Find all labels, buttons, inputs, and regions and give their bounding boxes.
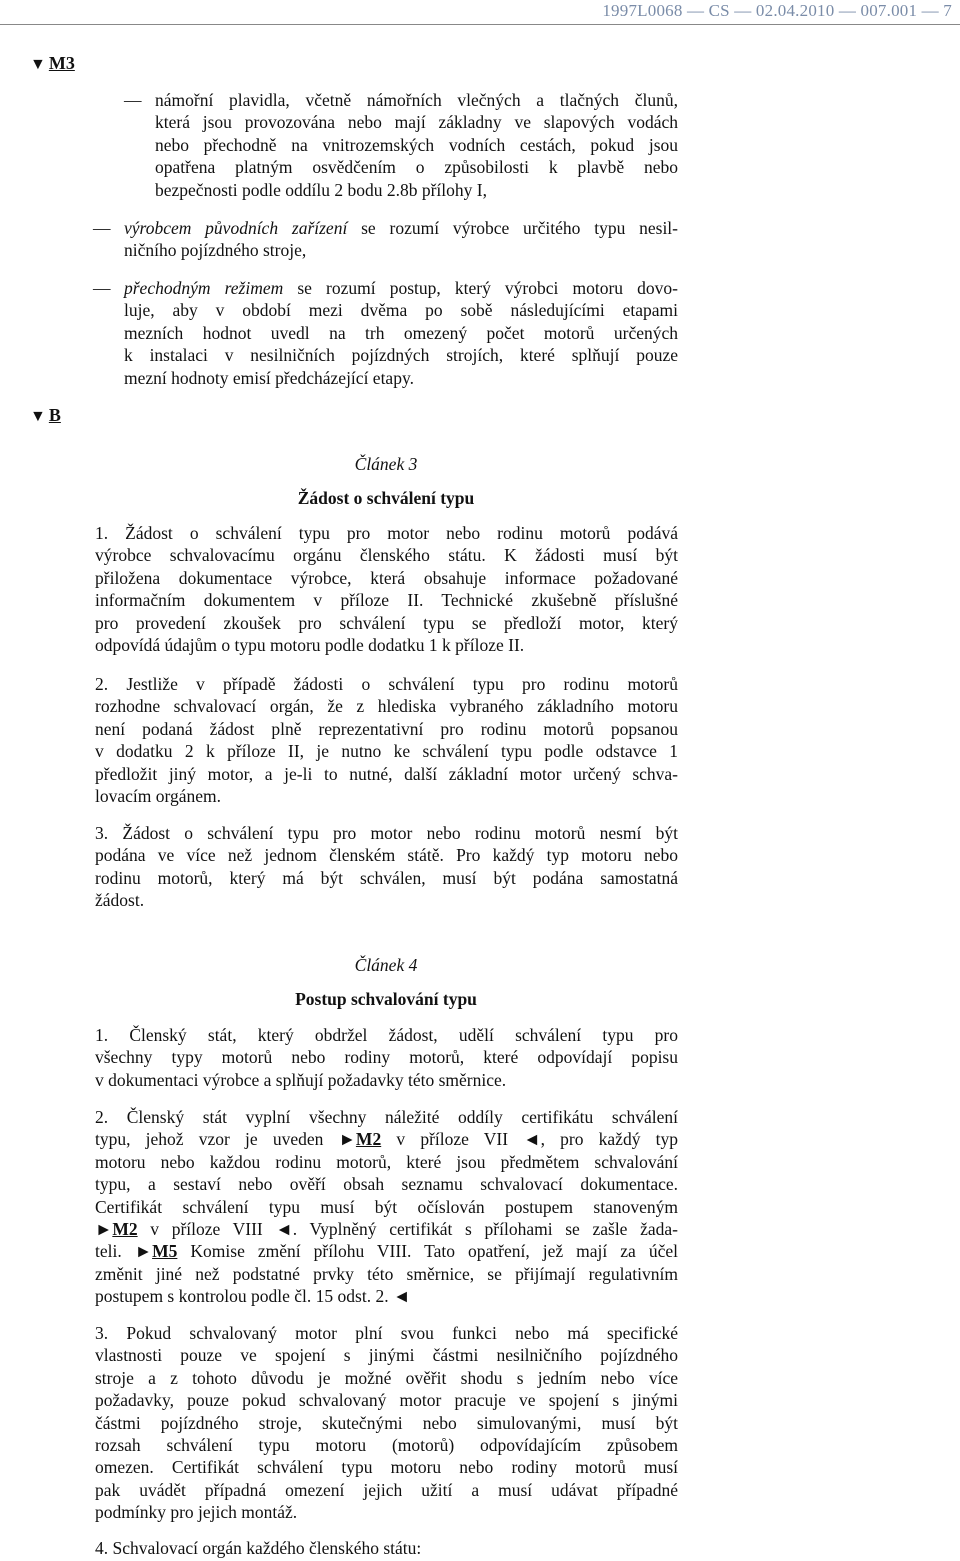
text-line: 1. Žádost o schválení typu pro motor nebo rodinu motorů podává: [95, 523, 678, 543]
text-line: 2. Jestliže v případě žádosti o schválení typu pro rodinu motorů: [95, 674, 678, 694]
text-line: mezní hodnoty emisí předcházející etapy.: [124, 367, 414, 388]
article-paragraph: [95, 1322, 678, 1524]
text-line: ničního pojízdného stroje,: [124, 240, 307, 261]
text-line: 3. Pokud schvalovaný motor plní svou funkci nebo má specifické: [95, 1323, 678, 1343]
text-line: podmínky pro jejich montáž.: [95, 1502, 298, 1523]
article-paragraph: [95, 522, 678, 656]
article-heading: Článek 4: [354, 955, 418, 975]
text-line: výrobce schvalovacímu orgánu členského státu. K žádosti musí být: [95, 545, 678, 566]
amendment-link-m2[interactable]: [339, 1129, 382, 1149]
text-line: námořní plavidla, včetně námořních vlečných a tlačných člunů,: [155, 90, 678, 110]
text-line: typu, a sestaví nebo ověří obsah seznamu schvalovací dokumentace.: [95, 1174, 678, 1195]
text-line: informačním dokumentem v příloze II. Technické zkušebně příslušné: [95, 590, 678, 611]
text-line: není podaná žádost plně reprezentativní pro rodinu motorů popsanou: [95, 718, 678, 739]
article-title: Žádost o schválení typu: [297, 488, 475, 508]
marker-label: M3: [48, 53, 75, 73]
article-heading: Článek 3: [354, 454, 418, 474]
triangle-right-icon: ►: [134, 1241, 153, 1262]
triangle-down-icon: ▼: [30, 56, 46, 73]
defined-term: výrobcem původních zařízení: [124, 218, 348, 238]
text-line: přiložena dokumentace výrobce, která obsahuje informace požadované: [95, 567, 678, 588]
text-fragment: Komise změní přílohu VIII. Tato opatření, jež mají za účel: [177, 1241, 678, 1262]
text-line: rodinu motorů, který má být schválen, musí být podána samostatná: [95, 867, 678, 888]
text-line: stroje a z tohoto důvodu je možné ověřit shodu s jedním nebo více: [95, 1367, 678, 1388]
amendment-link-m2[interactable]: [95, 1219, 138, 1239]
triangle-down-icon: ▼: [30, 408, 46, 425]
text-line: která jsou provozována nebo mají základny ve slapových vodách: [155, 112, 678, 133]
article-paragraph: [95, 1106, 678, 1308]
article-paragraph: [95, 1537, 678, 1559]
article-title: Postup schvalování typu: [295, 989, 477, 1009]
text-line: odpovídá údajům o typu motoru podle dodatku 1 k příloze II.: [95, 635, 525, 656]
text-line: motoru nebo každou rodinu motorů, které jsou předmětem schvalování: [95, 1151, 678, 1172]
amendment-marker-b[interactable]: [30, 404, 61, 428]
marker-label: B: [48, 405, 61, 425]
text-line: luje, aby v období mezi dvěma po sobě následujícími etapami: [124, 300, 678, 321]
text-line: předložit jiný motor, a je-li to nutné, další základní motor určený schva-: [95, 763, 678, 784]
text-line: v dokumentaci výrobce a splňují požadavky této směrnice.: [95, 1069, 507, 1090]
marker-label: M5: [152, 1241, 178, 1262]
definition-item: [93, 217, 679, 262]
article-paragraph: [95, 822, 678, 912]
text-line: k instalaci v nesilničních pojízdných strojích, které splňují pouze: [124, 345, 678, 366]
text-line: [95, 1218, 678, 1240]
text-fragment: typu, jehož vzor je uveden: [95, 1129, 339, 1150]
text-line: pak uvádět případná omezení jejich užití a musí udávat případné: [95, 1479, 678, 1500]
text-line: vlastnosti pouze ve spojení s jinými částmi nesilničního pojízdného: [95, 1345, 678, 1366]
text-line: 4. Schvalovací orgán každého členského státu:: [95, 1538, 422, 1558]
text-line: všechny typy motorů nebo rodiny motorů, které odpovídají popisu: [95, 1047, 678, 1068]
text-line: podána ve více než jednom členském státě. Pro každý typ motoru nebo: [95, 845, 678, 866]
text-line: se rozumí výrobce určitého typu nesil-: [347, 218, 679, 238]
dash-bullet: —: [93, 218, 111, 238]
text-line: [95, 1128, 678, 1150]
text-fragment: teli.: [95, 1241, 135, 1262]
text-fragment: v příloze VII ◄, pro každý typ: [381, 1129, 678, 1150]
article-paragraph: [95, 673, 678, 807]
text-line: 3. Žádost o schválení typu pro motor nebo rodinu motorů nesmí být: [95, 823, 678, 843]
text-line: lovacím orgánem.: [95, 786, 222, 807]
document-header: [0, 0, 960, 25]
text-line: mezních hodnot uvedl na trh omezený počet motorů určených: [124, 322, 678, 343]
text-line: opatřena platným osvědčením o způsobilosti k plavbě nebo: [155, 157, 678, 178]
text-line: změnit jiné než podstatné prvky této směrnice, se přijímají regulativním: [95, 1263, 678, 1284]
triangle-right-icon: ►: [338, 1129, 356, 1150]
defined-term: přechodným režimem: [124, 278, 284, 298]
amendment-link-m5[interactable]: [135, 1241, 178, 1261]
text-line: rozsah schválení typu motoru (motorů) odpovídajícím způsobem: [95, 1435, 678, 1456]
text-line: 1. Členský stát, který obdržel žádost, udělí schválení typu pro: [95, 1025, 678, 1045]
text-line: Certifikát schválení typu musí být očíslován postupem stanoveným: [95, 1196, 678, 1217]
dash-bullet: —: [124, 90, 142, 110]
text-line: [95, 1240, 678, 1262]
text-line: 2. Členský stát vyplní všechny náležité oddíly certifikátu schválení: [95, 1107, 678, 1127]
marker-label: M2: [355, 1129, 382, 1150]
text-line: se rozumí postup, který výrobci motoru dovo-: [283, 278, 678, 298]
dash-bullet: —: [93, 278, 111, 298]
triangle-right-icon: ►: [95, 1219, 113, 1240]
text-line: pro provedení zkoušek pro schválení typu se předloží motor, který: [95, 612, 678, 633]
text-line: bezpečnosti podle oddílu 2 bodu 2.8b přílohy I,: [155, 179, 487, 200]
definition-item: [124, 89, 678, 201]
text-line: žádost.: [95, 890, 145, 911]
text-fragment: v příloze VIII ◄. Vyplněný certifikát s přílohami se zašle žada-: [137, 1219, 678, 1240]
definition-item: [93, 277, 678, 389]
text-line: nebo přechodně na vnitrozemských vodních cestách, pokud jsou: [155, 134, 678, 155]
document-reference: 1997L0068 — CS — 02.04.2010 — 007.001 — 7: [602, 1, 952, 20]
amendment-marker-m3[interactable]: [30, 52, 75, 76]
text-line: postupem s kontrolou podle čl. 15 odst. 2. ◄: [95, 1286, 411, 1307]
article-paragraph: [95, 1024, 678, 1091]
text-line: v dodatku 2 k příloze II, je nutno ke schválení typu podle odstavce 1: [95, 741, 678, 762]
text-line: požadavky, pouze pokud schvalovaný motor pracuje ve spojení s jinými: [95, 1390, 678, 1411]
text-line: částmi pojízdného stroje, skutečnými nebo simulovanými, musí být: [95, 1412, 678, 1433]
text-line: rozhodne schvalovací orgán, že z hlediska vybraného základního motoru: [95, 696, 678, 717]
text-line: omezen. Certifikát schválení typu motoru nebo rodiny motorů musí: [95, 1457, 678, 1478]
marker-label: M2: [112, 1219, 138, 1240]
